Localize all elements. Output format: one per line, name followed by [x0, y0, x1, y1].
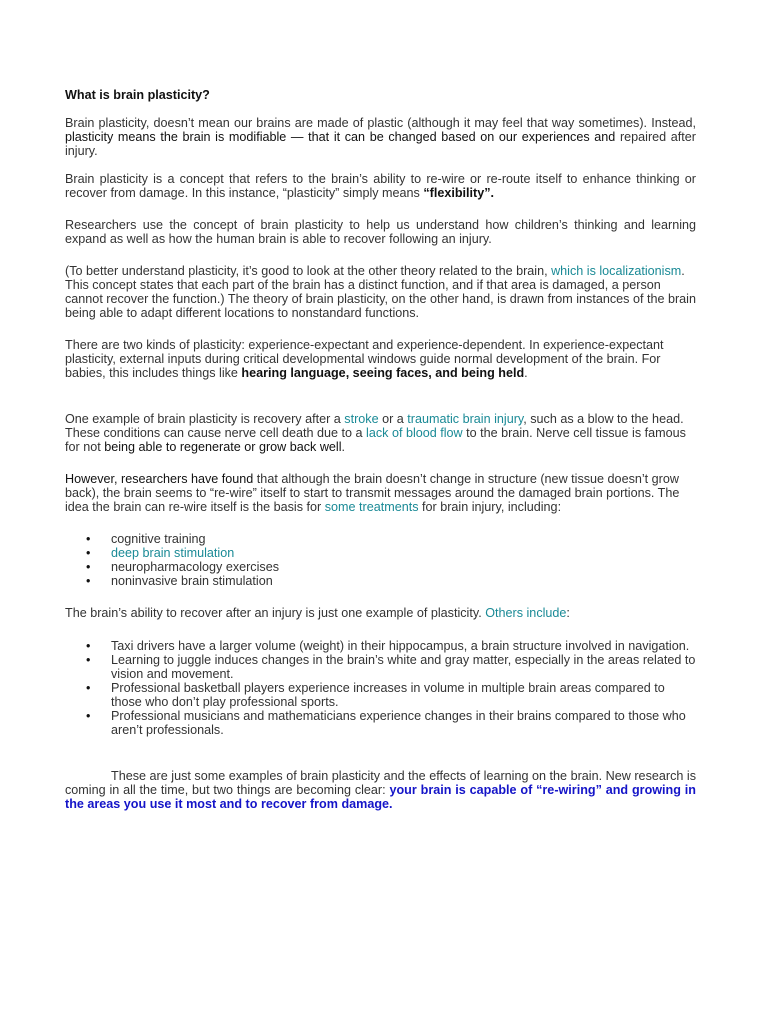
paragraph-recovery: One example of brain plasticity is recovery after a stroke or a traumatic brain injury, such as a blow to the head. These conditions can cause nerve cell death due to a lack of blood flow to the brain. Nerve cell tissue is famous for not being able to regenerate or grow back well.: [65, 412, 686, 454]
link-some-treatments[interactable]: some treatments: [324, 500, 419, 514]
link-lack-of-blood-flow[interactable]: lack of blood flow: [366, 426, 463, 440]
bullet-icon: •: [86, 560, 91, 574]
paragraph-researchers: Researchers use the concept of brain plasticity to help us understand how children’s thinking and learning expand as well as how the human brain is able to recover following an injury.: [65, 218, 696, 246]
conclusion-emphasis: your brain is capable of “re-wiring” and growing in the areas you use it most and to recover from damage.: [65, 783, 696, 811]
examples-list: [65, 639, 696, 737]
paragraph-kinds: There are two kinds of plasticity: experience-expectant and experience-dependent. In experience-expectant plasticity, external inputs during critical developmental windows guide normal development of the brain. For babies, this includes things like hearing language, seeing faces, and being held.: [65, 338, 664, 380]
bullet-icon: •: [86, 639, 91, 653]
treatments-list: [65, 532, 696, 588]
list-item: • Professional musicians and mathematicians experience changes in their brains compared to those who aren’t professionals.: [86, 709, 686, 737]
bullet-icon: •: [86, 681, 91, 695]
list-item: • noninvasive brain stimulation: [86, 574, 273, 588]
paragraph-others: The brain’s ability to recover after an injury is just one example of plasticity. Others include:: [65, 606, 570, 620]
link-traumatic-brain-injury[interactable]: traumatic brain injury: [407, 412, 524, 426]
bullet-icon: •: [86, 546, 91, 560]
paragraph-concept: Brain plasticity is a concept that refers to the brain’s ability to re-wire or re-route itself to enhance thinking or recover from damage. In this instance, “plasticity” simply means “flexibility”.: [65, 172, 696, 200]
link-localizationism[interactable]: which is localizationism: [551, 264, 682, 278]
list-item: • Taxi drivers have a larger volume (weight) in their hippocampus, a brain structure involved in navigation.: [86, 639, 690, 653]
bullet-icon: •: [86, 709, 91, 723]
paragraph-localizationism: (To better understand plasticity, it’s good to look at the other theory related to the brain, which is localizationism. This concept states that each part of the brain has a distinct function, and if that area is damaged, a person cannot recover the function.) The theory of brain plasticity, on the other hand, is drawn from instances of the brain being able to adapt different locations to nonstandard functions.: [65, 264, 696, 320]
list-item: • Learning to juggle induces changes in the brain’s white and gray matter, especially in the areas related to vision and movement.: [86, 653, 696, 681]
paragraph-conclusion: These are just some examples of brain plasticity and the effects of learning on the brain. New research is coming in all the time, but two things are becoming clear: your brain is capable of “re-wiring” and growing in the areas you use it most and to recover from damage.: [65, 769, 696, 811]
list-item: [65, 546, 696, 560]
paragraph-definition: Brain plasticity, doesn’t mean our brains are made of plastic (although it may feel that way sometimes). Instead, plasticity means the brain is modifiable — that it can be changed based on our experiences and repaired after injury.: [65, 116, 696, 158]
link-stroke[interactable]: stroke: [344, 412, 379, 426]
link-deep-brain-stimulation[interactable]: deep brain stimulation: [111, 546, 235, 560]
list-item: • Professional basketball players experience increases in volume in multiple brain areas compared to those who don’t play professional sports.: [86, 681, 665, 709]
link-others-include[interactable]: Others include: [485, 606, 567, 620]
page-title: What is brain plasticity?: [65, 88, 210, 102]
list-item: • neuropharmacology exercises: [86, 560, 280, 574]
bullet-icon: •: [86, 574, 91, 588]
bullet-icon: •: [86, 532, 91, 546]
bullet-icon: •: [86, 653, 91, 667]
list-item: • cognitive training: [86, 532, 206, 546]
paragraph-rewire: However, researchers have found that although the brain doesn’t change in structure (new tissue doesn’t grow back), the brain seems to “re-wire” itself to start to transmit messages around the damaged brain portions. The idea the brain can re-wire itself is the basis for some treatments for brain injury, including:: [65, 472, 680, 514]
